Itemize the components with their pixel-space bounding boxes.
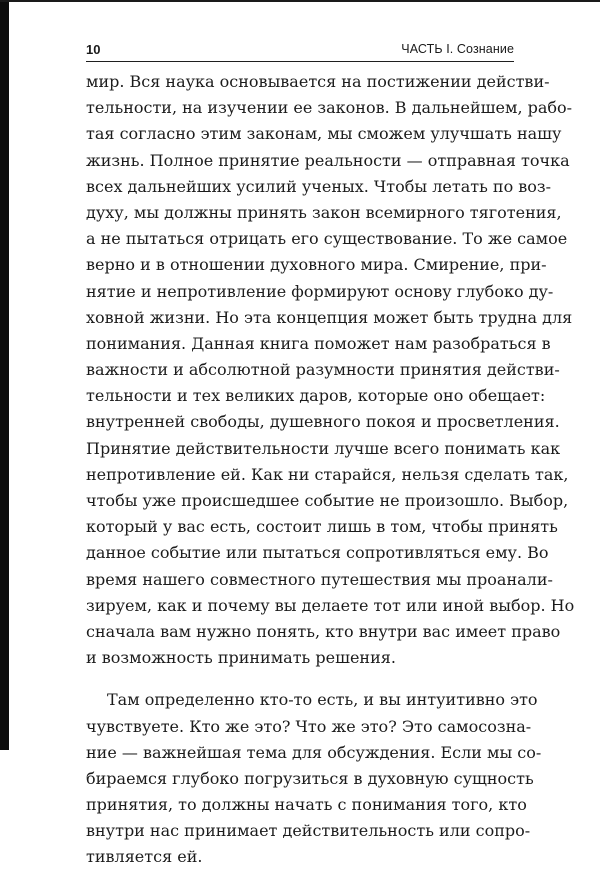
text-line: внутри нас принимает действительность или сопро- xyxy=(86,821,531,841)
text-line: Там определенно кто-то есть, и вы интуитивно это xyxy=(107,690,538,710)
text-line: который у вас есть, состоит лишь в том, чтобы принять xyxy=(86,517,558,537)
text-line: зируем, как и почему вы делаете тот или иной выбор. Но xyxy=(86,595,575,615)
text-line: чтобы уже происшедшее событие не произошло. Выбор, xyxy=(86,491,569,510)
scan-top-edge xyxy=(0,0,600,2)
text-line: тельности, на изучении ее законов. В дальнейшем, рабо- xyxy=(86,98,573,118)
text-line: ховной жизни. Но эта концепция может быть трудна для xyxy=(86,307,573,327)
text-line: тая согласно этим законам, мы сможем улучшать нашу xyxy=(86,124,562,144)
body-text xyxy=(86,69,575,871)
text-line: ние — важнейшая тема для обсуждения. Если мы со- xyxy=(86,742,542,762)
running-header xyxy=(86,40,514,62)
text-line: духу, мы должны принять закон всемирного тяготения, xyxy=(86,202,562,222)
text-line: данное событие или пытаться сопротивляться ему. Во xyxy=(86,543,549,563)
text-line: время нашего совместного путешествия мы проанали- xyxy=(86,569,553,589)
text-line: непротивление ей. Как ни старайся, нельзя сделать так, xyxy=(86,464,569,484)
text-line: а не пытаться отрицать его существование. То же самое xyxy=(86,229,568,249)
paragraph-2 xyxy=(86,687,542,870)
text-line: чувствуете. Кто же это? Что же это? Это самосозна- xyxy=(86,716,532,736)
header-rule xyxy=(86,61,514,62)
text-line: Принятие действительности лучше всего понимать как xyxy=(86,438,561,458)
text-line: мир. Вся наука основывается на постижении действи- xyxy=(86,72,550,91)
text-line: верно и в отношении духовного мира. Смирение, при- xyxy=(86,255,547,275)
text-line: тельности и тех великих даров, которые оно обещает: xyxy=(86,386,546,406)
text-line: тивляется ей. xyxy=(86,847,203,867)
section-title: ЧАСТЬ I. Сознание xyxy=(401,42,514,56)
paragraph-gap xyxy=(86,671,514,687)
text-line: сначала вам нужно понять, кто внутри вас имеет право xyxy=(86,621,561,641)
text-line: понимания. Данная книга поможет нам разобраться в xyxy=(86,333,551,353)
text-line: внутренней свободы, душевного покоя и просветления. xyxy=(86,412,560,432)
text-line: нятие и непротивление формируют основу глубоко ду- xyxy=(86,281,554,301)
text-line: всех дальнейших усилий ученых. Чтобы летать по воз- xyxy=(86,176,552,196)
text-line: жизнь. Полное принятие реальности — отправная точка xyxy=(86,150,570,170)
paragraph-1 xyxy=(86,69,575,671)
scan-left-edge xyxy=(0,0,9,750)
text-line: принятия, то должны начать с понимания того, кто xyxy=(86,795,527,815)
text-line: и возможность принимать решения. xyxy=(86,648,396,668)
text-line: бираемся глубоко погрузиться в духовную сущность xyxy=(86,768,534,788)
page-number: 10 xyxy=(86,42,101,57)
text-line: важности и абсолютной разумности принятия действи- xyxy=(86,360,560,380)
